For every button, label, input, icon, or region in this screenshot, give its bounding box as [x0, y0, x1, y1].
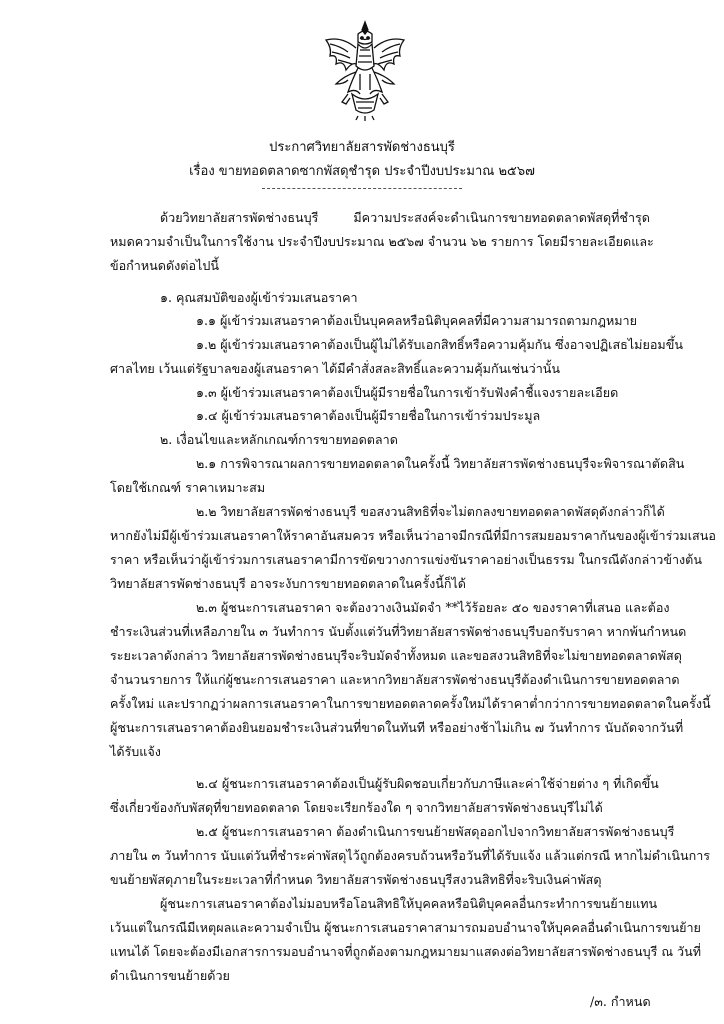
clause-2-3-line-7: ได้รับแจ้ง: [110, 744, 161, 759]
garuda-emblem-icon: [322, 18, 408, 122]
title-divider: [262, 188, 462, 189]
transfer-line-2: เว้นแต่ในกรณีมีเหตุผลและความจำเป็น ผู้ชนะการเสนอราคาสามารถมอบอำนาจให้บุคคลอื่นดำเนินการขนย้าย: [110, 920, 701, 935]
clause-2-2-line-2: หากยังไม่มีผู้เข้าร่วมเสนอราคาให้ราคาอันสมควร หรือเห็นว่าอาจมีกรณีที่มีการสมยอมราคากันของผู้เข้าร่วมเสนอ: [110, 528, 716, 543]
intro-line-1: ด้วยวิทยาลัยสารพัดช่างธนบุรี มีความประสงค์จะดำเนินการขายทอดตลาดพัสดุที่ชำรุด: [160, 210, 650, 225]
clause-1-1: ๑.๑ ผู้เข้าร่วมเสนอราคาต้องเป็นบุคคลหรือนิติบุคคลที่มีความสามารถตามกฎหมาย: [196, 313, 638, 328]
clause-2-4-line-1: ๒.๔ ผู้ชนะการเสนอราคาต้องเป็นผู้รับผิดชอบเกี่ยวกับภาษีและค่าใช้จ่ายต่าง ๆ ที่เกิดขึ้น: [196, 776, 659, 791]
clause-2-1-line-1: ๒.๑ การพิจารณาผลการขายทอดตลาดในครั้งนี้ วิทยาลัยสารพัดช่างธนบุรีจะพิจารณาตัดสิน: [196, 456, 685, 471]
clause-2-3-line-3: ระยะเวลาดังกล่าว วิทยาลัยสารพัดช่างธนบุรีจะริบมัดจำทั้งหมด และขอสงวนสิทธิที่จะไม่ขายทอดตลาดพัสดุ: [110, 648, 682, 663]
clause-1-4: ๑.๔ ผู้เข้าร่วมเสนอราคาต้องเป็นผู้มีรายชื่อในการเข้าร่วมประมูล: [196, 408, 541, 423]
transfer-line-3: แทนได้ โดยจะต้องมีเอกสารการมอบอำนาจที่ถูกต้องตามกฎหมายมาแสดงต่อวิทยาลัยสารพัดช่างธนบุรี ณ วันที่: [110, 944, 702, 959]
clause-2-5-line-2: ภายใน ๓ วันทำการ นับแต่วันที่ชำระค่าพัสดุไว้ถูกต้องครบถ้วนหรือวันที่ได้รับแจ้ง แล้วแต่กรณี หากไม่ดำเนินการ: [110, 848, 711, 863]
clause-2-2-line-4: วิทยาลัยสารพัดช่างธนบุรี อาจระงับการขายทอดตลาดในครั้งนี้ก็ได้: [110, 576, 466, 591]
clause-1-3: ๑.๓ ผู้เข้าร่วมเสนอราคาต้องเป็นผู้มีรายชื่อในการเข้ารับฟังคำชี้แจงรายละเอียด: [196, 385, 619, 400]
clause-2-2-line-3: ราคา หรือเห็นว่าผู้เข้าร่วมการเสนอราคามีการขัดขวางการแข่งขันราคาอย่างเป็นธรรม ในกรณีดังกล่าวข้างต้น: [110, 552, 702, 567]
clause-1-2-line-1: ๑.๒ ผู้เข้าร่วมเสนอราคาต้องเป็นผู้ไม่ได้รับเอกสิทธิ์หรือความคุ้มกัน ซึ่งอาจปฏิเสธไม่ยอมขึ้น: [196, 337, 683, 352]
clause-2-2-line-1: ๒.๒ วิทยาลัยสารพัดช่างธนบุรี ขอสงวนสิทธิที่จะไม่ตกลงขายทอดตลาดพัสดุดังกล่าวก็ได้: [196, 504, 665, 519]
intro-line-3: ข้อกำหนดดังต่อไปนี้: [110, 258, 219, 273]
clause-2-5-line-3: ขนย้ายพัสดุภายในระยะเวลาที่กำหนด วิทยาลัยสารพัดช่างธนบุรีสงวนสิทธิที่จะริบเงินค่าพัสดุ: [110, 872, 602, 887]
section-1-heading: ๑. คุณสมบัติของผู้เข้าร่วมเสนอราคา: [160, 290, 358, 305]
transfer-line-4: ดำเนินการขนย้ายด้วย: [110, 968, 230, 983]
transfer-line-1: ผู้ชนะการเสนอราคาต้องไม่มอบหรือโอนสิทธิให้บุคคลหรือนิติบุคคลอื่นกระทำการขนย้ายแทน: [160, 896, 658, 911]
announcement-title: ประกาศวิทยาลัยสารพัดช่างธนบุรี: [269, 140, 455, 155]
clause-2-3-line-5: ครั้งใหม่ และปรากฏว่าผลการเสนอราคาในการขายทอดตลาดครั้งใหม่ได้ราคาต่ำกว่าการขายทอดตลาดในครั้งนี้: [110, 696, 711, 711]
section-2-heading: ๒. เงื่อนไขและหลักเกณฑ์การขายทอดตลาด: [160, 432, 398, 447]
clause-2-3-line-4: จำนวนรายการ ให้แก่ผู้ชนะการเสนอราคา และหากวิทยาลัยสารพัดช่างธนบุรีต้องดำเนินการขายทอดตลาด: [110, 672, 680, 687]
clause-2-4-line-2: ซึ่งเกี่ยวข้องกับพัสดุที่ขายทอดตลาด โดยจะเรียกร้องใด ๆ จากวิทยาลัยสารพัดช่างธนบุรีไม่ได้: [110, 800, 603, 815]
clause-2-1-line-2: โดยใช้เกณฑ์ ราคาเหมาะสม: [110, 480, 266, 495]
clause-2-5-line-1: ๒.๕ ผู้ชนะการเสนอราคา ต้องดำเนินการขนย้ายพัสดุออกไปจากวิทยาลัยสารพัดช่างธนบุรี: [196, 824, 675, 839]
clause-2-3-line-6: ผู้ชนะการเสนอราคาต้องยินยอมชำระเงินส่วนที่ขาดในทันที หรืออย่างช้าไม่เกิน ๗ วันทำการ นับถัดจากวันที่: [110, 720, 684, 735]
clause-1-2-line-2: ศาลไทย เว้นแต่รัฐบาลของผู้เสนอราคา ได้มีคำสั่งสละสิทธิ์และความคุ้มกันเช่นว่านั้น: [110, 361, 561, 376]
announcement-subject: เรื่อง ขายทอดตลาดซากพัสดุชำรุด ประจำปีงบประมาณ ๒๕๖๗: [189, 164, 535, 179]
clause-2-3-line-1: ๒.๓ ผู้ชนะการเสนอราคา จะต้องวางเงินมัดจำ **ไว้ร้อยละ ๕๐ ของราคาที่เสนอ และต้อง: [196, 600, 670, 615]
intro-line-2: หมดความจำเป็นในการใช้งาน ประจำปีงบประมาณ ๒๕๖๗ จำนวน ๖๒ รายการ โดยมีรายละเอียดและ: [110, 234, 654, 249]
clause-2-3-line-2: ชำระเงินส่วนที่เหลือภายใน ๓ วันทำการ นับตั้งแต่วันที่วิทยาลัยสารพัดช่างธนบุรีบอกรับราคา หากพ้นกำหนด: [110, 624, 687, 639]
next-page-marker: /๓. กำหนด: [590, 994, 651, 1009]
